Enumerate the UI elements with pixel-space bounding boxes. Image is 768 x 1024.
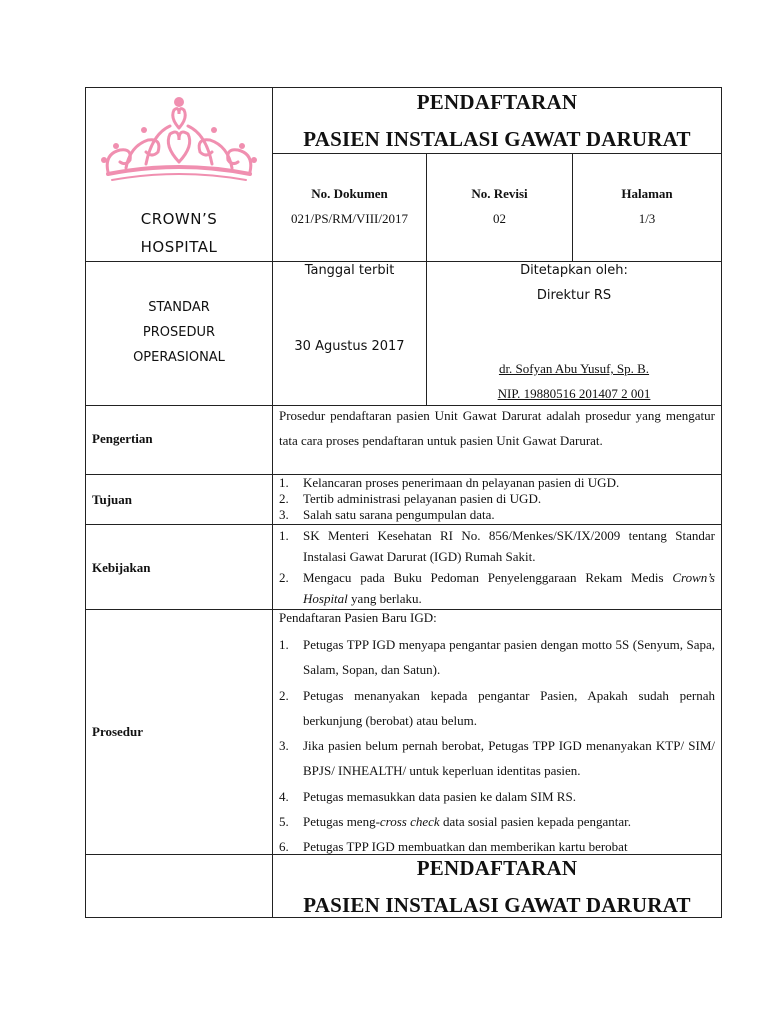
list-item: 1. Kelancaran proses penerimaan dn pelayanan pasien di UGD. (279, 475, 620, 490)
tanggal-terbit-label: Tanggal terbit (304, 263, 395, 278)
list-item: 2. Mengacu pada Buku Pedoman Penyelenggaraan Rekam Medis Crown’s Hospital yang berlaku. (279, 570, 715, 606)
page2-title-line2: PASIEN INSTALASI GAWAT DARURAT (303, 893, 691, 917)
kebijakan-list (273, 525, 715, 609)
pengertian-text: Prosedur pendaftaran pasien Unit Gawat Darurat adalah prosedur yang mengatur tata cara proses pendaftaran untuk pasien Unit Gawat Darurat. (279, 408, 715, 448)
pengertian-label: Pengertian (92, 431, 153, 446)
no-dokumen-label: No. Dokumen (311, 186, 388, 201)
page-title-line1: PENDAFTARAN (416, 90, 578, 114)
list-item: 5. Petugas meng-cross check data sosial pasien kepada pengantar. (279, 814, 632, 830)
sop-line3: OPERASIONAL (133, 350, 225, 365)
tujuan-list (273, 475, 715, 523)
logo (86, 88, 272, 260)
halaman-value: 1/3 (638, 211, 656, 226)
no-revisi-label: No. Revisi (471, 186, 528, 201)
list-item: 6. Petugas TPP IGD membuatkan dan memberikan kartu berobat (279, 839, 628, 855)
list-item: 3. Salah satu sarana pengumpulan data. (279, 507, 495, 522)
halaman-label: Halaman (621, 186, 673, 201)
kebijakan-label: Kebijakan (92, 560, 151, 575)
sop-line2: PROSEDUR (142, 325, 216, 340)
list-item: 2. Petugas menanyakan kepada pengantar Pasien, Apakah sudah pernah berkunjung (berobat) atau belum. (279, 687, 715, 728)
tanggal-terbit-value: 30 Agustus 2017 (294, 339, 405, 354)
signer-nip: NIP. 19880516 201407 2 001 (497, 386, 651, 401)
signer-name: dr. Sofyan Abu Yusuf, Sp. B. (498, 361, 650, 376)
no-revisi-value: 02 (493, 211, 506, 226)
hospital-name-line2: HOSPITAL (140, 238, 218, 256)
list-item: 1. Petugas TPP IGD menyapa pengantar pasien dengan motto 5S (Senyum, Sapa, Salam, Sopan, dan Satun). (279, 637, 715, 678)
hospital-name-line1: CROWN’S (140, 210, 218, 228)
list-item: 2. Tertib administrasi pelayanan pasien di UGD. (279, 491, 542, 506)
tujuan-label: Tujuan (92, 492, 132, 507)
prosedur-intro: Pendaftaran Pasien Baru IGD: (279, 610, 437, 625)
prosedur-label: Prosedur (92, 724, 144, 739)
ditetapkan-role: Direktur RS (536, 288, 612, 303)
page-title-line2: PASIEN INSTALASI GAWAT DARURAT (303, 127, 691, 151)
ditetapkan-label: Ditetapkan oleh: (520, 263, 628, 278)
page2-title-line1: PENDAFTARAN (416, 856, 578, 880)
list-item: 1. SK Menteri Kesehatan RI No. 856/Menkes/SK/IX/2009 tentang Standar Instalasi Gawat Darurat (IGD) Rumah Sakit. (279, 528, 715, 564)
list-item: 3. Jika pasien belum pernah berobat, Petugas TPP IGD menanyakan KTP/ SIM/ BPJS/ INHEALTH/ untuk keperluan identitas pasien. (279, 738, 715, 779)
no-dokumen-value: 021/PS/RM/VIII/2017 (290, 211, 408, 226)
sop-line1: STANDAR (148, 300, 210, 315)
prosedur-list (273, 632, 715, 860)
crown-icon (86, 88, 272, 198)
list-item: 4. Petugas memasukkan data pasien ke dalam SIM RS. (279, 788, 576, 804)
